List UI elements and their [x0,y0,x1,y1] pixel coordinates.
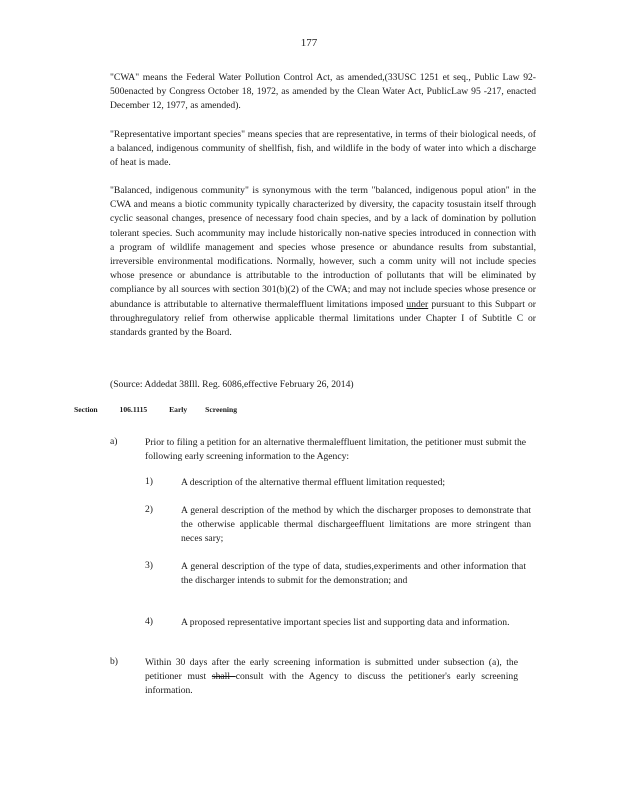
section-title-word-1: Early [169,405,188,414]
section-title-word-2: Screening [205,405,238,414]
definition-bic-main: "Balanced, indigenous community" is synonymous with the term "balanced, indigenous popul ation" in the CWA and means a biotic community typically characterized by diversity, the capacity tosustain itself through cyclic seasonal changes, presence of necessary food chain species, and by a lack of domination by pollution tolerant species. Such acommunity may include historically non-native species introduced in connection with a program of wildlife management and species whose presence or abundance results from substantial, irreversible environmental modifications. Normally, however, such a comm unity will not include species whose presence or abundance is attributable to the introduction of pollutants that will be eliminated by compliance by all sources with section 301(b)(2) of the CWA; and may not include species whose presence or abundance is attributable to alternative thermaleffluent limitations imposed [110,185,536,310]
subsection-b-after: consult with the Agency to discuss the petitioner's early screening information. [145,670,518,696]
subsection-a-label: a) [110,436,118,447]
item-4-text: A proposed representative important species list and supporting data and information. [181,617,510,628]
subsection-b-label: b) [110,656,118,667]
definition-balanced-indigenous-community [110,184,536,340]
definition-cwa: "CWA" means the Federal Water Pollution Control Act, as amended,(33USC 1251 et seq., Public Law 92-500enacted by Congress October 18, 1972, as amended by the Clean Water Act, PublicLaw 95 -217, enacted December 12, 1977, as amended). [110,72,536,112]
definition-bic-underlined: under [406,298,429,310]
item-2-text: A general description of the method by which the discharger proposes to demonstrate that the otherwise applicable thermal dischargeeffluent limitations are more stringent than neces sary; [181,505,531,544]
item-4-number: 4) [145,616,153,627]
item-2-number: 2) [145,504,153,515]
subsection-b-before: Within 30 days after the early screening information is submitted under subsection (a), the petitioner must [145,657,518,682]
section-number: 106.1115 [119,405,148,414]
item-1-text: A description of the alternative thermal effluent limitation requested; [181,477,446,488]
subsection-b-struck: shall [211,670,236,682]
subsection-b-text [145,656,518,697]
definition-bic-rest: pursuant to this Subpart or throughregulatory relief from otherwise applicable thermal limitations under Chapter I of Subtitle C or standards granted by the Board. [110,298,536,339]
item-3-number: 3) [145,560,153,571]
item-1-number: 1) [145,476,153,487]
subsection-a-text: Prior to filing a petition for an alternative thermaleffluent limitation, the petitioner must submit the following early screening information to the Agency: [145,437,526,462]
source-note: (Source: Addedat 38Ill. Reg. 6086,effective February 26, 2014) [110,379,354,390]
section-label: Section [74,405,98,414]
section-heading [74,405,237,414]
definition-representative-important-species: "Representative important species" means species that are representative, in terms of their biological needs, of a balanced, indigenous community of shellfish, fish, and wildlife in the body of water into which a discharge of heat is made. [110,129,536,169]
page-number: 177 [300,37,318,49]
item-3-text: A general description of the type of data, studies,experiments and other information that the discharger intends to submit for the demonstration; and [181,561,526,586]
